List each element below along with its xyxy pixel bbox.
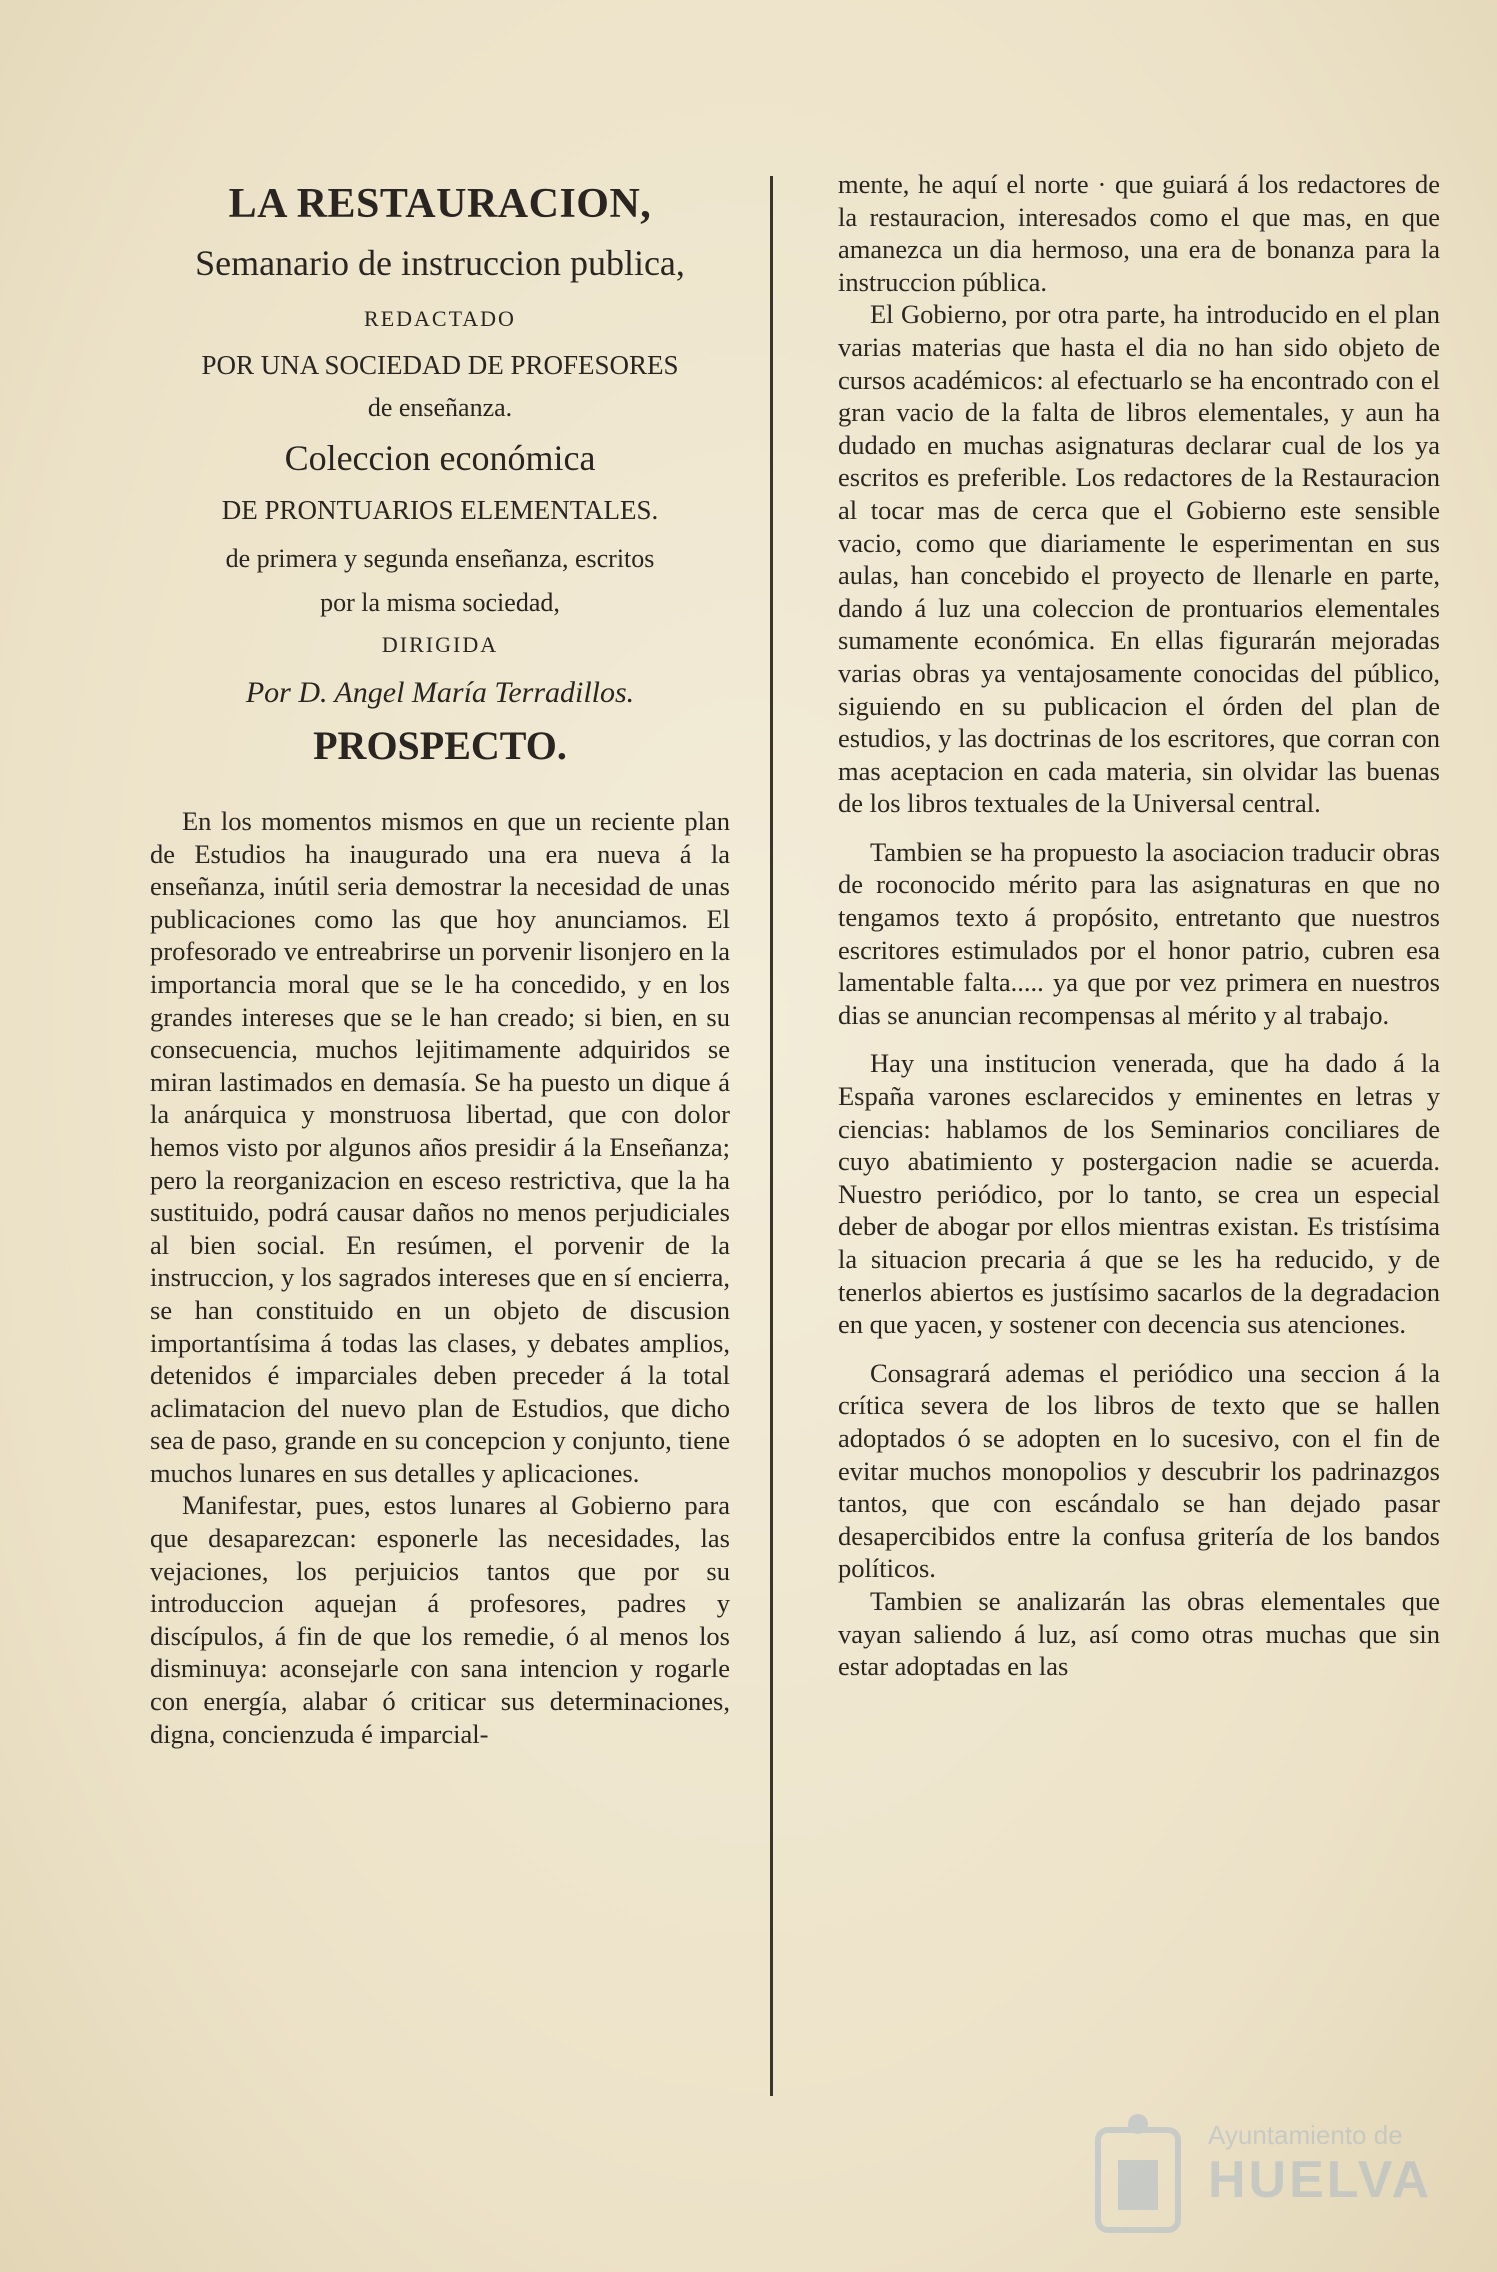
dirigida-label: DIRIGIDA: [381, 632, 499, 657]
body-paragraph: Manifestar, pues, estos lunares al Gobierno para que desaparezcan: esponerle las necesidades, las vejaciones, los perjuicios tantos que por su introduccion aquejan á profesores, padres y discípulos, á fin de que los remedie, ó al menos los disminuya: aconsejarle con sana intencion y rogarle con energía, alabar ó criticar sus determinaciones, digna, concienzuda é imparcial-: [150, 1490, 730, 1749]
body-paragraph: En los momentos mismos en que un reciente plan de Estudios ha inaugurado una era nueva á la enseñanza, inútil seria demostrar la necesidad de unas publicaciones como las que hoy anunciamos. El profesorado ve entreabrirse un porvenir lisonjero en la importancia moral que se le ha concedido, y en los grandes intereses que se le han creado; si bien, en su consecuencia, muchos lejitimamente adquiridos se miran lastimados en demasía. Se ha puesto un dique á la anárquica y monstruosa libertad, que con dolor hemos visto por algunos años presidir á la Enseñanza; pero la reorganizacion en esceso restrictiva, que la ha sustituido, podrá causar daños no menos perjudiciales al bien social. En resúmen, el porvenir de la instruccion, y los sagrados intereses que en sí encierra, se han constituido en un objeto de discusion importantísima á todas las clases, y debates amplios, detenidos é imparciales deben preceder á la total aclimatacion del nuevo plan de Estudios, que dicho sea de paso, grande en su concepcion y conjunto, tiene muchos lunares en sus detalles y aplicaciones.: [150, 806, 730, 1488]
body-paragraph: Consagrará ademas el periódico una seccion á la crítica severa de los libros de texto que se hallen adoptados ó se adopten en lo sucesivo, con el fin de evitar muchos monopolios y descubrir los padrinazgos tantos, que con escándalo se han dejado pasar desapercibidos entre la confusa gritería de los bandos políticos.: [838, 1357, 1440, 1584]
coat-of-arms-icon: [1088, 2110, 1188, 2250]
library-watermark-stamp: [1088, 2110, 1448, 2260]
body-paragraph: El Gobierno, por otra parte, ha introducido en el plan varias materias que hasta el dia no han sido objeto de cursos académicos: al efectuarlo se ha encontrado con el gran vacio de la falta de libros elementales, y aun ha dudado en muchas asignaturas declarar cual de los ya escritos es preferible. Los redactores de la Restauracion al tocar mas de cerca que el Gobierno este sensible vacio, como que diariamente le esperimentan en sus aulas, han concebido el proyecto de llenarle en parte, dando á luz una coleccion de prontuarios elementales sumamente económica. En ellas figurarán mejoradas varias obras ya ventajosamente conocidas del público, siguiendo en su publicacion el órden del plan de estudios, y las doctrinas de los escritores, que corran con mas aceptacion en cada materia, sin olvidar las buenas de los libros textuales de la Universal central.: [838, 299, 1440, 819]
masthead-subtitle: Semanario de instruccion publica,: [195, 243, 685, 283]
primera-segunda-line: de primera y segunda enseñanza, escritos: [225, 544, 655, 573]
left-column: [150, 180, 730, 1750]
right-column: [838, 168, 1440, 1683]
column-divider: [770, 176, 773, 2096]
ensenanza-line: de enseñanza.: [367, 393, 513, 422]
watermark-line1: Ayuntamiento de: [1208, 2120, 1403, 2150]
body-paragraph: Hay una institucion venerada, que ha dado á la España varones esclarecidos y eminentes en letras y ciencias: hablamos de los Seminarios conciliares de cuyo abatimiento y postergacion nadie se acuerda. Nuestro periódico, por lo tanto, se crea un especial deber de abogar por ellos mientras existan. Es tristísima la situacion precaria á que se les ha reducido, y de tenerlos abiertos es justísimo sacarlos de la degradacion en que yacen, y sostener con decencia sus atenciones.: [838, 1048, 1440, 1340]
coleccion-heading: Coleccion económica: [284, 438, 596, 478]
sociedad-line: POR UNA SOCIEDAD DE PROFESORES: [201, 350, 679, 380]
misma-sociedad-line: por la misma sociedad,: [320, 588, 560, 617]
redactado-label: REDACTADO: [364, 306, 516, 331]
director-line: Por D. Angel María Terradillos.: [245, 676, 635, 709]
prontuarios-line: DE PRONTUARIOS ELEMENTALES.: [221, 495, 659, 525]
body-paragraph: mente, he aquí el norte · que guiará á los redactores de la restauracion, interesados como el que mas, en que amanezca un dia hermoso, una era de bonanza para la instruccion pública.: [838, 169, 1440, 297]
prospecto-heading: PROSPECTO.: [313, 723, 567, 768]
masthead-title: LA RESTAURACION,: [228, 181, 652, 227]
watermark-line2: HUELVA: [1208, 2151, 1433, 2209]
body-paragraph: Tambien se analizarán las obras elementales que vayan saliendo á luz, así como otras muchas que sin estar adoptadas en las: [838, 1585, 1440, 1682]
body-paragraph: Tambien se ha propuesto la asociacion traducir obras de roconocido mérito para las asignaturas en que no tengamos texto á propósito, entretanto que nuestros escritores estimulados por el honor patrio, cubren esa lamentable falta..... ya que por vez primera en nuestros dias se anuncian recompensas al mérito y al trabajo.: [838, 836, 1440, 1030]
